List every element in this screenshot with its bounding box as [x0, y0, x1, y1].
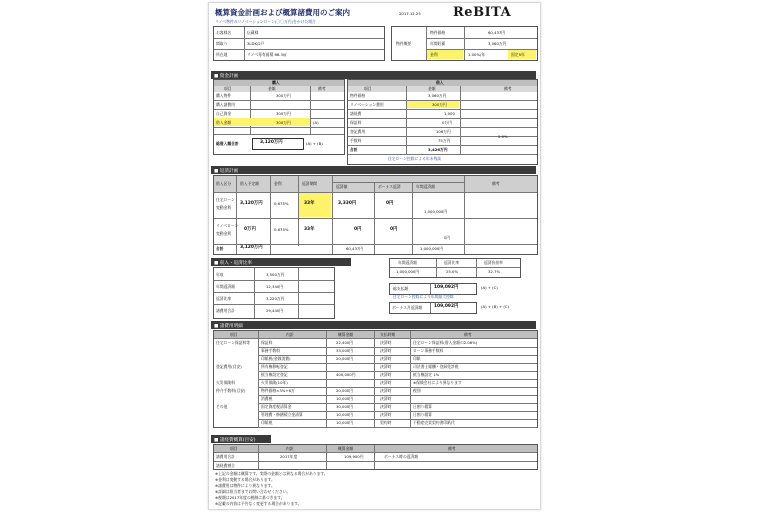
cost-item: 火災保険料 [216, 380, 235, 385]
col-header: 借入区分 [216, 181, 232, 186]
customer-label: 間取り [216, 41, 228, 46]
col-header: 内訳 [286, 332, 294, 337]
cost-item: 仲介手数料(目安) [216, 388, 246, 393]
cost-when: 決済時 [380, 356, 392, 361]
ratio-value: 1,000,000円 [396, 269, 420, 274]
col-header: ボーナス返済 [378, 184, 401, 189]
col-header: 金額 [268, 86, 276, 91]
cost-when: 決済時 [380, 340, 392, 345]
total-formula: (A) + (B) [306, 141, 323, 146]
cost-note: 印紙 [413, 356, 421, 361]
customer-value: 伝蔵様 [247, 30, 259, 35]
row-divider [258, 347, 537, 348]
funding-purchase-table [213, 79, 345, 155]
loan-rate: 0.675% [274, 201, 289, 206]
ratio-head: 年間返済額 [398, 260, 417, 265]
row-label: 諸経費 [350, 111, 362, 116]
row-divider [258, 387, 537, 388]
total-amount: 3,120万円 [240, 245, 263, 250]
cost-amount: 10,000円 [336, 396, 354, 401]
customer-label: お客様名 [216, 30, 232, 35]
cost-amount: 400,000円 [336, 372, 356, 377]
row-value: 1,000 [444, 111, 455, 116]
bonus-payment-box [389, 302, 477, 314]
cost-detail: 事務手数料 [261, 348, 280, 353]
cost-note: 抵当権設定 1% [413, 372, 440, 377]
summary-table [213, 444, 538, 470]
col-header: 項目 [364, 86, 372, 91]
cost-detail: 固定資産税清算金 [261, 404, 292, 409]
row-label: 諸経費割合 [216, 463, 235, 468]
row-divider [258, 371, 537, 372]
cost-item: 住宅ローン保証料等 [216, 340, 251, 345]
row-divider [258, 355, 537, 356]
row-value: 109,900円 [344, 454, 364, 459]
row-label: 年収 [216, 272, 224, 277]
loan-note: 住宅ローン控除による年末残高 [388, 156, 442, 161]
col-header: 備考 [464, 332, 472, 337]
loan-monthly: 3,330円 [338, 201, 357, 206]
section-bar-income: ■ 収入・返済比率 [211, 258, 351, 266]
cost-amount: 10,000円 [336, 420, 354, 425]
row-label: 諸費用合計 [216, 308, 235, 313]
property-row-value: 1.00%/年 [468, 52, 486, 57]
row-label: 保証料 [350, 120, 362, 125]
total-value: 3,120万円 [260, 140, 283, 145]
row-label: 諸費用合計 [216, 454, 235, 459]
row-value: 0万円 [442, 120, 453, 125]
total-monthly: 60,437円 [346, 246, 364, 251]
section-bar-funding: ■ 資金計画 [211, 71, 536, 79]
cost-note: 住宅ローン保証料(借入金額の2.06%) [413, 340, 478, 345]
col-header: 備考 [504, 86, 512, 91]
property-row-label: 物件価格 [430, 30, 446, 35]
loan-monthly: 0円 [354, 227, 362, 232]
cost-detail: 物件価格×3%+6万 [261, 388, 295, 393]
funding-loan-table [347, 79, 538, 165]
row-value: 300万円 [276, 93, 291, 98]
income-table [213, 267, 335, 319]
document-subtitle: リノベ物件のリノベーションローン(〇〇万円)をかけた場合 [215, 19, 316, 24]
cost-detail: 印紙税(金銭消費) [261, 356, 291, 361]
property-row-label: 年間貯蓄 [430, 41, 446, 46]
cost-detail: 印紙税 [261, 420, 273, 425]
cost-detail: 所有権移転登記 [261, 364, 288, 369]
total-note: 住宅ローン控除により年間最大控除 [393, 294, 454, 299]
property-row-value: 60,437円 [488, 30, 506, 35]
row-label: 手数料 [350, 138, 362, 143]
footnote: ※金利は変動する場合があります。 [215, 477, 275, 482]
row-label: 合計 [350, 147, 358, 152]
cost-amount: 20,000円 [336, 356, 354, 361]
total-value: 109,092円 [434, 304, 459, 309]
row-value: 29,440円 [266, 308, 284, 313]
row-divider [258, 419, 537, 420]
row-value: 3,220万円 [266, 296, 285, 301]
loan-subtype: 変動金利 [216, 231, 232, 236]
loan-yearly: 0円 [444, 235, 451, 240]
cost-amount: 22,400円 [336, 340, 354, 345]
document-date: 2017.12.25 [399, 11, 421, 16]
row-value: 3,426万円 [428, 147, 448, 152]
row-label: 年間返済額 [216, 284, 235, 289]
cost-detail: 保証料 [261, 340, 273, 345]
col-header: 年間返済額 [416, 184, 435, 189]
total-label: ボーナス月返済額 [392, 305, 423, 310]
col-header: 項目 [224, 86, 232, 91]
row-divider [258, 379, 537, 380]
footnote: ※諸費用は物件により異なります。 [215, 483, 275, 488]
total-value: 109,092円 [434, 285, 459, 290]
row-label: 登記費用 [350, 129, 366, 134]
cost-note: ローン事務手数料 [413, 348, 444, 353]
row-detail: 2017年度 [280, 454, 298, 459]
row-divider [258, 427, 537, 428]
cost-when: 決済時 [380, 380, 392, 385]
footnote: ※記載の内容は予告なく変更する場合があります。 [215, 501, 302, 506]
row-value: 12,340円 [266, 284, 284, 289]
row-divider [258, 395, 537, 396]
ratio-value: 32.7% [488, 269, 501, 274]
ratio-table [389, 258, 521, 278]
col-header: 項目 [230, 332, 238, 337]
total-label: 合計 [216, 246, 224, 251]
ratio-head: 返済負担率 [484, 260, 503, 265]
ratio-head: 返済比率 [444, 260, 460, 265]
col-header: 内訳 [286, 446, 294, 451]
cost-when: 契約時 [380, 420, 392, 425]
total-formula: (A) + (C) [481, 285, 498, 290]
col-header: 支払時期 [380, 332, 396, 337]
cost-note: 日割り精算 [413, 404, 432, 409]
cost-when: 決済時 [380, 404, 392, 409]
total-yearly: 1,000,000円 [420, 246, 444, 251]
cost-when: 決済時 [380, 388, 392, 393]
property-label: 物件概要 [396, 41, 412, 46]
loan-years: 33年 [304, 227, 315, 232]
customer-value: 3LDK/2戸 [247, 41, 265, 46]
row-value: 3,060万円 [428, 93, 447, 98]
row-label: 自己資金 [216, 111, 232, 116]
cost-when: 決済時 [380, 412, 392, 417]
cost-note: 税別 [413, 388, 421, 393]
property-info-box [391, 26, 538, 61]
total-label: 総借入額合計 [216, 141, 239, 146]
row-note: 2.0% [498, 134, 508, 139]
row-note: ボーナス時の返済額 [384, 454, 419, 459]
loan-bonus: 0円 [386, 201, 394, 206]
cost-note: 日割り精算 [413, 412, 432, 417]
loan-type: リノベローン [216, 223, 239, 228]
cost-note: 不動産売買契約書印紙代 [413, 420, 455, 425]
col-header: 借入予定額 [240, 181, 259, 186]
section-bar-costs: ■ 諸費用明細 [211, 321, 536, 329]
col-header: 項目 [230, 446, 238, 451]
customer-info-box [213, 26, 385, 61]
costs-table [213, 330, 538, 428]
row-value: 3,500万円 [266, 272, 285, 277]
cost-when: 決済時 [380, 364, 392, 369]
cost-detail: 抵当権設定登記 [261, 372, 288, 377]
loan-years: 33年 [304, 201, 315, 206]
loan-yearly: 1,000,000円 [424, 209, 448, 214]
loan-bonus: 0円 [390, 227, 398, 232]
col-header: 返済期間 [302, 181, 318, 186]
section-bar-repayment: ■ 返済計画 [211, 166, 536, 174]
footnote: ※詳細は担当者までお問い合わせください。 [215, 489, 291, 494]
row-label: 返済比率 [216, 296, 232, 301]
footnote: ※上記の金額は概算です。実際の金額とは異なる場合があります。 [215, 471, 328, 476]
cost-note: ※保険会社により異なります [413, 380, 462, 385]
property-row-label: 金利 [430, 52, 438, 57]
property-row-extra: 固定5年 [511, 52, 525, 57]
customer-value: リノベ専有面積 68.3㎡ [247, 52, 287, 57]
col-header: 金額 [428, 86, 436, 91]
row-value: 300万円 [276, 111, 291, 116]
cost-when: 決済時 [380, 348, 392, 353]
row-divider [258, 403, 537, 404]
loan-rate: 0.675% [274, 227, 289, 232]
row-note: (A) [313, 120, 319, 125]
cost-item: 登記費用(目安) [216, 364, 242, 369]
cost-when: 決済時 [380, 372, 392, 377]
loan-type: 住宅ローン [216, 197, 235, 202]
funding-right-head: 借入 [436, 80, 444, 85]
row-label: 物件価格 [350, 93, 366, 98]
row-value: 300万円 [432, 102, 447, 107]
col-header: 備考 [448, 446, 456, 451]
col-header: 金利 [274, 181, 282, 186]
footnote: ※税額は2017年度の税制に基づきます。 [215, 495, 285, 500]
row-divider [258, 363, 537, 364]
document-sheet [208, 2, 541, 510]
row-value: 75万円 [438, 138, 451, 143]
row-value: 300万円 [276, 120, 291, 125]
funding-left-head: 購入 [272, 80, 280, 85]
cost-when: 決済時 [380, 396, 392, 401]
row-label: 購入物件 [216, 93, 232, 98]
row-label: 購入諸費用 [216, 102, 235, 107]
cost-amount: 10,000円 [336, 412, 354, 417]
col-header: 概算金額 [338, 332, 354, 337]
cost-detail: 火災保険(10年) [261, 380, 288, 385]
row-label: リノベーション費用 [350, 102, 384, 107]
col-header: 備考 [318, 86, 326, 91]
customer-label: 所在地 [216, 52, 228, 57]
col-header: 備考 [492, 181, 500, 186]
cost-amount: 33,000円 [336, 348, 354, 353]
cost-detail: 管理費・修繕積立金清算 [261, 412, 303, 417]
total-formula: (A) + (B) + (C) [481, 304, 509, 309]
row-label: 借入金額 [216, 120, 232, 125]
total-label: 総支払額 [393, 286, 409, 291]
document-title: 概算資金計画および概算諸費用のご案内 [215, 8, 350, 17]
company-logo: ReBITA [453, 5, 512, 20]
cost-amount: 20,000円 [336, 388, 354, 393]
ratio-value: 25.0% [446, 269, 459, 274]
loan-amount: 0万円 [244, 227, 256, 232]
repayment-table [213, 175, 538, 255]
loan-subtype: 変動金利 [216, 205, 232, 210]
cost-note: 司法書士報酬・登録免許税 [413, 364, 459, 369]
section-bar-summary: ■ 諸経費概算(目安) [211, 435, 271, 443]
col-header: 返済額 [336, 184, 348, 189]
row-value: 106万円 [436, 129, 451, 134]
loan-amount: 3,120万円 [240, 201, 263, 206]
property-row-value: 3,060万円 [488, 41, 507, 46]
cost-detail: 消費税 [261, 396, 273, 401]
cost-amount: 30,000円 [336, 404, 354, 409]
cost-item: その他 [216, 404, 228, 409]
col-header: 概算金額 [338, 446, 354, 451]
